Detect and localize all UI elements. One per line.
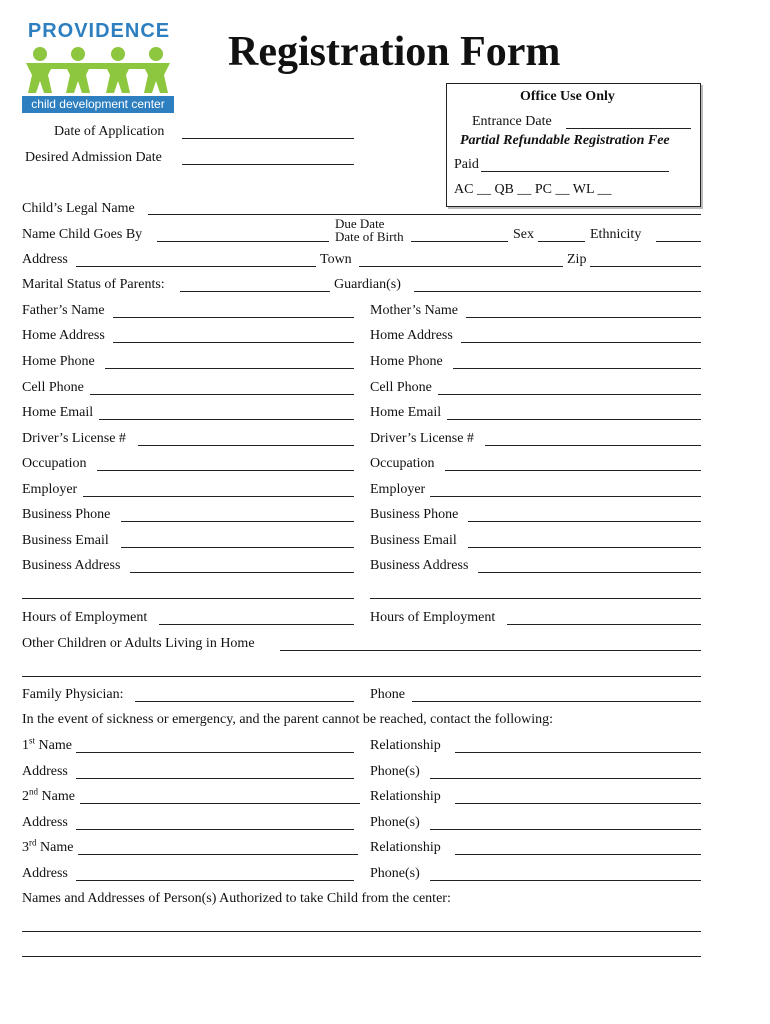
child-address-field[interactable] [76, 266, 316, 267]
mother-name-label: Mother’s Name [370, 303, 458, 318]
page-title: Registration Form [228, 29, 561, 75]
father-business-address-field[interactable] [130, 572, 354, 573]
emergency-3-phones-field[interactable] [430, 880, 701, 881]
mother-employer-label: Employer [370, 482, 426, 497]
father-occupation-field[interactable] [97, 470, 354, 471]
paid-label: Paid [454, 157, 479, 172]
authorized-pickup-label: Names and Addresses of Person(s) Authorized to take Child from the center: [22, 891, 451, 906]
town-label: Town [320, 252, 352, 267]
child-address-label: Address [22, 252, 68, 267]
father-business-address-label: Business Address [22, 558, 121, 573]
guardians-label: Guardian(s) [334, 277, 401, 292]
authorized-pickup-line1[interactable] [22, 931, 701, 932]
emergency-3-name-label: 3rd Name [22, 837, 74, 855]
entrance-date-label: Entrance Date [472, 114, 552, 129]
mother-employer-field[interactable] [430, 496, 701, 497]
mother-home-email-label: Home Email [370, 405, 442, 420]
sex-field[interactable] [538, 241, 585, 242]
father-business-phone-label: Business Phone [22, 507, 111, 522]
emergency-3-address-field[interactable] [76, 880, 354, 881]
father-cell-phone-label: Cell Phone [22, 380, 84, 395]
emergency-1-address-field[interactable] [76, 778, 354, 779]
father-cell-phone-field[interactable] [90, 394, 354, 395]
father-home-address-label: Home Address [22, 328, 105, 343]
father-home-address-field[interactable] [113, 342, 354, 343]
emergency-2-phones-label: Phone(s) [370, 815, 420, 830]
emergency-3-relationship-field[interactable] [455, 854, 701, 855]
emergency-intro: In the event of sickness or emergency, and the parent cannot be reached, contact the following: [22, 712, 554, 727]
mother-home-address-field[interactable] [461, 342, 701, 343]
mother-home-address-label: Home Address [370, 328, 453, 343]
family-physician-field[interactable] [135, 701, 354, 702]
date-of-birth-field[interactable] [411, 241, 508, 242]
father-hours-field[interactable] [159, 624, 354, 625]
childs-legal-name-field[interactable] [148, 214, 701, 215]
father-home-phone-label: Home Phone [22, 354, 95, 369]
mother-cell-phone-field[interactable] [438, 394, 701, 395]
logo-wordmark: PROVIDENCE [27, 20, 171, 42]
emergency-3-relationship-label: Relationship [370, 840, 441, 855]
physician-phone-label: Phone [370, 687, 405, 702]
mother-business-phone-field[interactable] [468, 521, 701, 522]
registration-fee-label: Partial Refundable Registration Fee [460, 133, 670, 148]
date-of-birth-label: Date of Birth [335, 229, 404, 244]
father-occupation-label: Occupation [22, 456, 87, 471]
father-name-field[interactable] [113, 317, 354, 318]
date-of-application-field[interactable] [182, 138, 354, 139]
emergency-2-relationship-label: Relationship [370, 789, 441, 804]
mother-business-phone-label: Business Phone [370, 507, 459, 522]
marital-status-label: Marital Status of Parents: [22, 277, 165, 292]
mother-occupation-field[interactable] [445, 470, 701, 471]
entrance-date-field[interactable] [566, 128, 691, 129]
emergency-1-address-label: Address [22, 764, 68, 779]
emergency-1-relationship-field[interactable] [455, 752, 701, 753]
emergency-3-phones-label: Phone(s) [370, 866, 420, 881]
mother-hours-field[interactable] [507, 624, 701, 625]
emergency-1-phones-label: Phone(s) [370, 764, 420, 779]
guardians-field[interactable] [414, 291, 701, 292]
mother-drivers-license-label: Driver’s License # [370, 431, 474, 446]
children-figures-icon [22, 45, 176, 95]
emergency-3-name-field[interactable] [78, 854, 358, 855]
paid-field[interactable] [481, 171, 669, 172]
status-codes: AC __ QB __ PC __ WL __ [454, 182, 612, 197]
emergency-2-name-field[interactable] [80, 803, 360, 804]
desired-admission-date-label: Desired Admission Date [25, 150, 162, 165]
name-goes-by-field[interactable] [157, 241, 329, 242]
authorized-pickup-line2[interactable] [22, 956, 701, 957]
emergency-2-address-label: Address [22, 815, 68, 830]
mother-name-field[interactable] [466, 317, 701, 318]
other-children-line2[interactable] [22, 676, 701, 677]
emergency-1-phones-field[interactable] [430, 778, 701, 779]
family-physician-label: Family Physician: [22, 687, 124, 702]
emergency-2-phones-field[interactable] [430, 829, 701, 830]
emergency-1-name-field[interactable] [76, 752, 354, 753]
other-children-field[interactable] [280, 650, 701, 651]
ethnicity-label: Ethnicity [590, 227, 642, 242]
mother-business-address-line2[interactable] [370, 598, 701, 599]
emergency-1-name-label: 1st Name [22, 735, 72, 753]
ethnicity-field[interactable] [656, 241, 701, 242]
mother-home-email-field[interactable] [447, 419, 701, 420]
father-home-email-field[interactable] [99, 419, 354, 420]
father-business-address-line2[interactable] [22, 598, 354, 599]
other-children-label: Other Children or Adults Living in Home [22, 636, 255, 651]
zip-label: Zip [567, 252, 587, 267]
name-goes-by-label: Name Child Goes By [22, 227, 143, 242]
providence-logo [22, 20, 176, 116]
mother-cell-phone-label: Cell Phone [370, 380, 432, 395]
father-employer-label: Employer [22, 482, 78, 497]
childs-legal-name-label: Child’s Legal Name [22, 201, 135, 216]
mother-home-phone-field[interactable] [453, 368, 701, 369]
mother-business-address-field[interactable] [478, 572, 701, 573]
emergency-2-name-label: 2nd Name [22, 786, 75, 804]
emergency-3-address-label: Address [22, 866, 68, 881]
date-of-application-label: Date of Application [54, 124, 165, 139]
sex-label: Sex [513, 227, 534, 242]
father-business-email-label: Business Email [22, 533, 109, 548]
marital-status-field[interactable] [180, 291, 330, 292]
father-home-phone-field[interactable] [105, 368, 354, 369]
mother-business-email-label: Business Email [370, 533, 457, 548]
father-drivers-license-label: Driver’s License # [22, 431, 126, 446]
due-date-label: Due Date [335, 216, 385, 231]
logo-tagline: child development center [22, 96, 174, 113]
mother-business-address-label: Business Address [370, 558, 469, 573]
father-name-label: Father’s Name [22, 303, 105, 318]
mother-occupation-label: Occupation [370, 456, 435, 471]
zip-field[interactable] [590, 266, 701, 267]
father-business-phone-field[interactable] [121, 521, 354, 522]
mother-hours-label: Hours of Employment [370, 610, 496, 625]
father-hours-label: Hours of Employment [22, 610, 148, 625]
mother-drivers-license-field[interactable] [485, 445, 701, 446]
emergency-2-address-field[interactable] [76, 829, 354, 830]
desired-admission-date-field[interactable] [182, 164, 354, 165]
mother-business-email-field[interactable] [468, 547, 701, 548]
emergency-2-relationship-field[interactable] [455, 803, 701, 804]
emergency-1-relationship-label: Relationship [370, 738, 441, 753]
mother-home-phone-label: Home Phone [370, 354, 443, 369]
father-drivers-license-field[interactable] [138, 445, 354, 446]
father-home-email-label: Home Email [22, 405, 94, 420]
father-business-email-field[interactable] [121, 547, 354, 548]
physician-phone-field[interactable] [412, 701, 701, 702]
father-employer-field[interactable] [83, 496, 354, 497]
office-use-title: Office Use Only [520, 89, 615, 104]
town-field[interactable] [359, 266, 563, 267]
